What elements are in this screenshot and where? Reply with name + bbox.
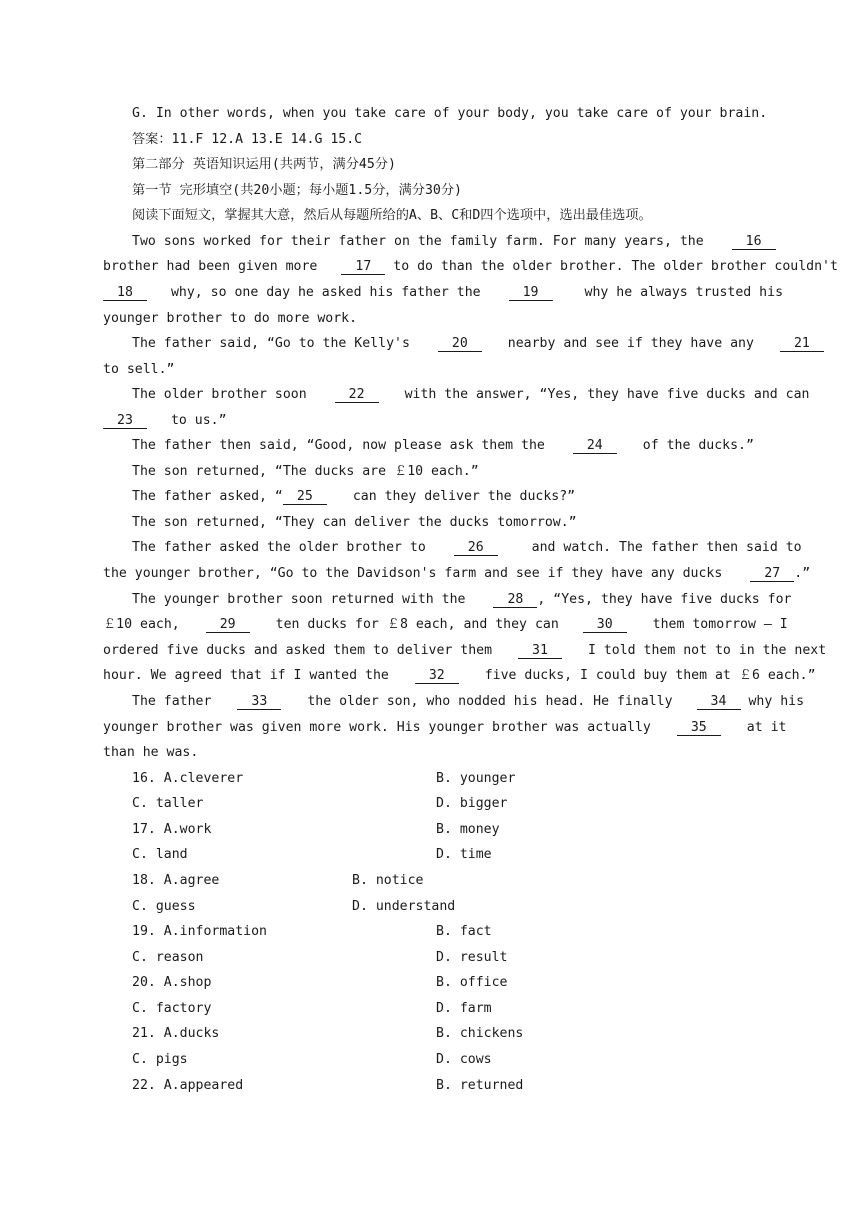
text: The father	[132, 694, 212, 709]
blank-28: 28	[493, 593, 537, 608]
option-right: D. cows	[436, 1052, 492, 1067]
text: to do than the older brother. The older brother couldn't	[393, 259, 838, 274]
passage-line	[132, 488, 575, 506]
text: younger brother was given more work. His younger brother was actually	[103, 720, 651, 735]
text: I told them not to in the next	[587, 643, 827, 658]
blank-30: 30	[583, 618, 627, 633]
blank-35: 35	[677, 721, 721, 736]
option-right: D. farm	[436, 1001, 492, 1016]
text: five ducks, I could buy them at ￡6 each.”	[484, 668, 816, 683]
blank-26: 26	[454, 541, 498, 556]
text: to us.”	[170, 413, 227, 428]
blank-31: 31	[518, 644, 562, 659]
text: ￡10 each,	[103, 617, 180, 632]
option-left: 16. A.cleverer	[132, 771, 244, 786]
option-left: 20. A.shop	[132, 975, 212, 990]
text: why, so one day he asked his father the	[170, 285, 481, 300]
passage-line	[132, 233, 776, 251]
blank-24: 24	[573, 439, 617, 454]
answer-key: 答案：11.F 12.A 13.E 14.G 15.C	[132, 132, 363, 147]
option-left: 17. A.work	[132, 822, 212, 837]
text: .”	[794, 566, 811, 581]
option-left: C. factory	[132, 1001, 212, 1016]
text: with the answer, “Yes, they have five ducks and can	[404, 387, 810, 402]
text: them tomorrow — I	[652, 617, 788, 632]
blank-33: 33	[237, 695, 281, 710]
blank-16: 16	[732, 235, 776, 250]
text: ordered five ducks and asked them to deliver them	[103, 643, 493, 658]
option-right: D. understand	[352, 899, 456, 914]
option-left: 18. A.agree	[132, 873, 220, 888]
blank-23: 23	[103, 414, 147, 429]
passage-line	[132, 539, 802, 557]
passage-line	[132, 335, 824, 353]
option-right: B. office	[436, 975, 508, 990]
passage-line	[103, 616, 788, 634]
option-right: B. notice	[352, 873, 424, 888]
text: The older brother soon	[132, 387, 307, 402]
passage-line	[132, 437, 754, 455]
option-left: 22. A.appeared	[132, 1078, 244, 1093]
blank-19: 19	[509, 286, 553, 301]
blank-20: 20	[438, 337, 482, 352]
text: and watch. The father then said to	[531, 540, 802, 555]
text: the younger brother, “Go to the Davidson's farm and see if they have any ducks	[103, 566, 723, 581]
option-left: C. guess	[132, 899, 196, 914]
option-left: 21. A.ducks	[132, 1026, 220, 1041]
text: The father asked, “	[132, 489, 283, 504]
text: why he always trusted his	[584, 285, 784, 300]
blank-34: 34	[697, 695, 741, 710]
text: nearby and see if they have any	[507, 336, 754, 351]
option-left: C. taller	[132, 796, 204, 811]
instructions: 阅读下面短文，掌握其大意，然后从每题所给的A、B、C和D四个选项中，选出最佳选项。	[132, 208, 652, 223]
option-right: B. younger	[436, 771, 516, 786]
part-title: 第二部分 英语知识运用(共两节，满分45分)	[132, 157, 396, 172]
text: The father asked the older brother to	[132, 540, 426, 555]
passage-line: The son returned, “They can deliver the ducks tomorrow.”	[132, 515, 577, 530]
option-right: B. returned	[436, 1078, 524, 1093]
option-right: D. bigger	[436, 796, 508, 811]
passage-line	[132, 693, 804, 711]
option-right: D. result	[436, 950, 508, 965]
option-right: B. fact	[436, 924, 492, 939]
blank-17: 17	[341, 260, 385, 275]
text: why his	[748, 694, 805, 709]
passage-line	[103, 284, 783, 302]
option-left: C. pigs	[132, 1052, 188, 1067]
passage-line	[132, 591, 792, 609]
blank-27: 27	[750, 567, 794, 582]
passage-line: younger brother to do more work.	[103, 311, 358, 326]
passage-line	[103, 412, 227, 430]
passage-line	[103, 667, 816, 685]
text: can they deliver the ducks?”	[352, 489, 576, 504]
passage-line	[103, 642, 826, 660]
option-right: B. money	[436, 822, 500, 837]
blank-22: 22	[335, 388, 379, 403]
blank-18: 18	[103, 286, 147, 301]
option-right: B. chickens	[436, 1026, 524, 1041]
text: brother had been given more	[103, 259, 318, 274]
passage-line	[103, 258, 838, 276]
option-left: 19. A.information	[132, 924, 267, 939]
option-right: D. time	[436, 847, 492, 862]
text: ten ducks for ￡8 each, and they can	[275, 617, 559, 632]
text: , “Yes, they have five ducks for	[537, 592, 792, 607]
passage-line: The son returned, “The ducks are ￡10 each.”	[132, 464, 479, 479]
blank-29: 29	[206, 618, 250, 633]
text: of the ducks.”	[642, 438, 754, 453]
text: the older son, who nodded his head. He finally	[307, 694, 673, 709]
option-g-line: G. In other words, when you take care of your body, you take care of your brain.	[132, 106, 768, 121]
passage-line: to sell.”	[103, 362, 175, 377]
blank-25: 25	[283, 490, 327, 505]
text: at it	[746, 720, 787, 735]
blank-21: 21	[780, 337, 824, 352]
section-title: 第一节 完形填空(共20小题；每小题1.5分，满分30分)	[132, 183, 462, 198]
passage-line	[103, 719, 786, 737]
text: The younger brother soon returned with the	[132, 592, 466, 607]
blank-32: 32	[415, 669, 459, 684]
passage-line	[132, 386, 810, 404]
text: Two sons worked for their father on the family farm. For many years, the	[132, 234, 704, 249]
option-left: C. reason	[132, 950, 204, 965]
passage-line: than he was.	[103, 745, 199, 760]
text: The father then said, “Good, now please ask them the	[132, 438, 545, 453]
text: The father said, “Go to the Kelly's	[132, 336, 410, 351]
option-left: C. land	[132, 847, 188, 862]
text: hour. We agreed that if I wanted the	[103, 668, 389, 683]
passage-line	[103, 565, 810, 583]
